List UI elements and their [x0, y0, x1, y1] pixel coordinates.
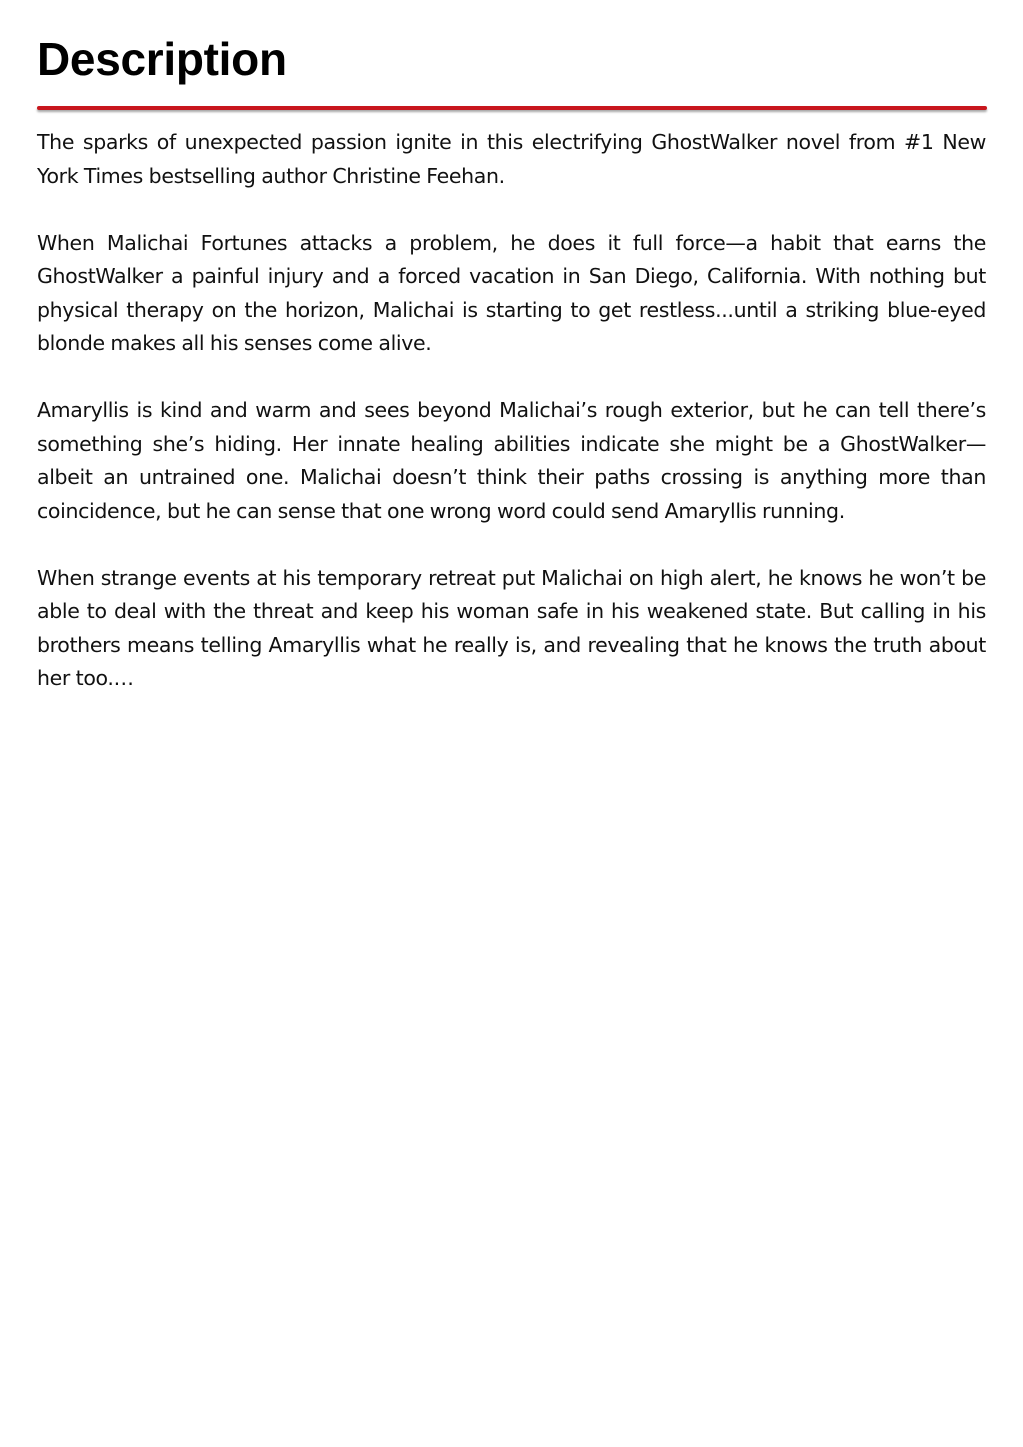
description-paragraph-4: When strange events at his temporary retreat put Malichai on high alert, he knows he won’t be able to deal with the threat and keep his woman safe in his weakened state. But calling in his brothers means telling Amaryllis what he really is, and revealing that he knows the truth about her too.…: [37, 565, 986, 690]
description-paragraph-2: When Malichai Fortunes attacks a problem, he does it full force—a habit that earns the GhostWalker a painful injury and a forced vacation in San Diego, California. With nothing but physical therapy on the horizon, Malichai is starting to get restless...until a striking blue-eyed blonde makes all his senses come alive.: [37, 230, 986, 355]
description-paragraph-1: The sparks of unexpected passion ignite in this electrifying GhostWalker novel from #1 New York Times bestselling author Christine Feehan.: [37, 130, 986, 188]
title-divider: [37, 106, 987, 110]
page-title: Description: [37, 33, 287, 85]
description-body: [37, 126, 986, 729]
description-paragraph-3: Amaryllis is kind and warm and sees beyond Malichai’s rough exterior, but he can tell there’s something she’s hiding. Her innate healing abilities indicate she might be a GhostWalker—albeit an untrained one. Malichai doesn’t think their paths crossing is anything more than coincidence, but he can sense that one wrong word could send Amaryllis running.: [37, 398, 986, 523]
